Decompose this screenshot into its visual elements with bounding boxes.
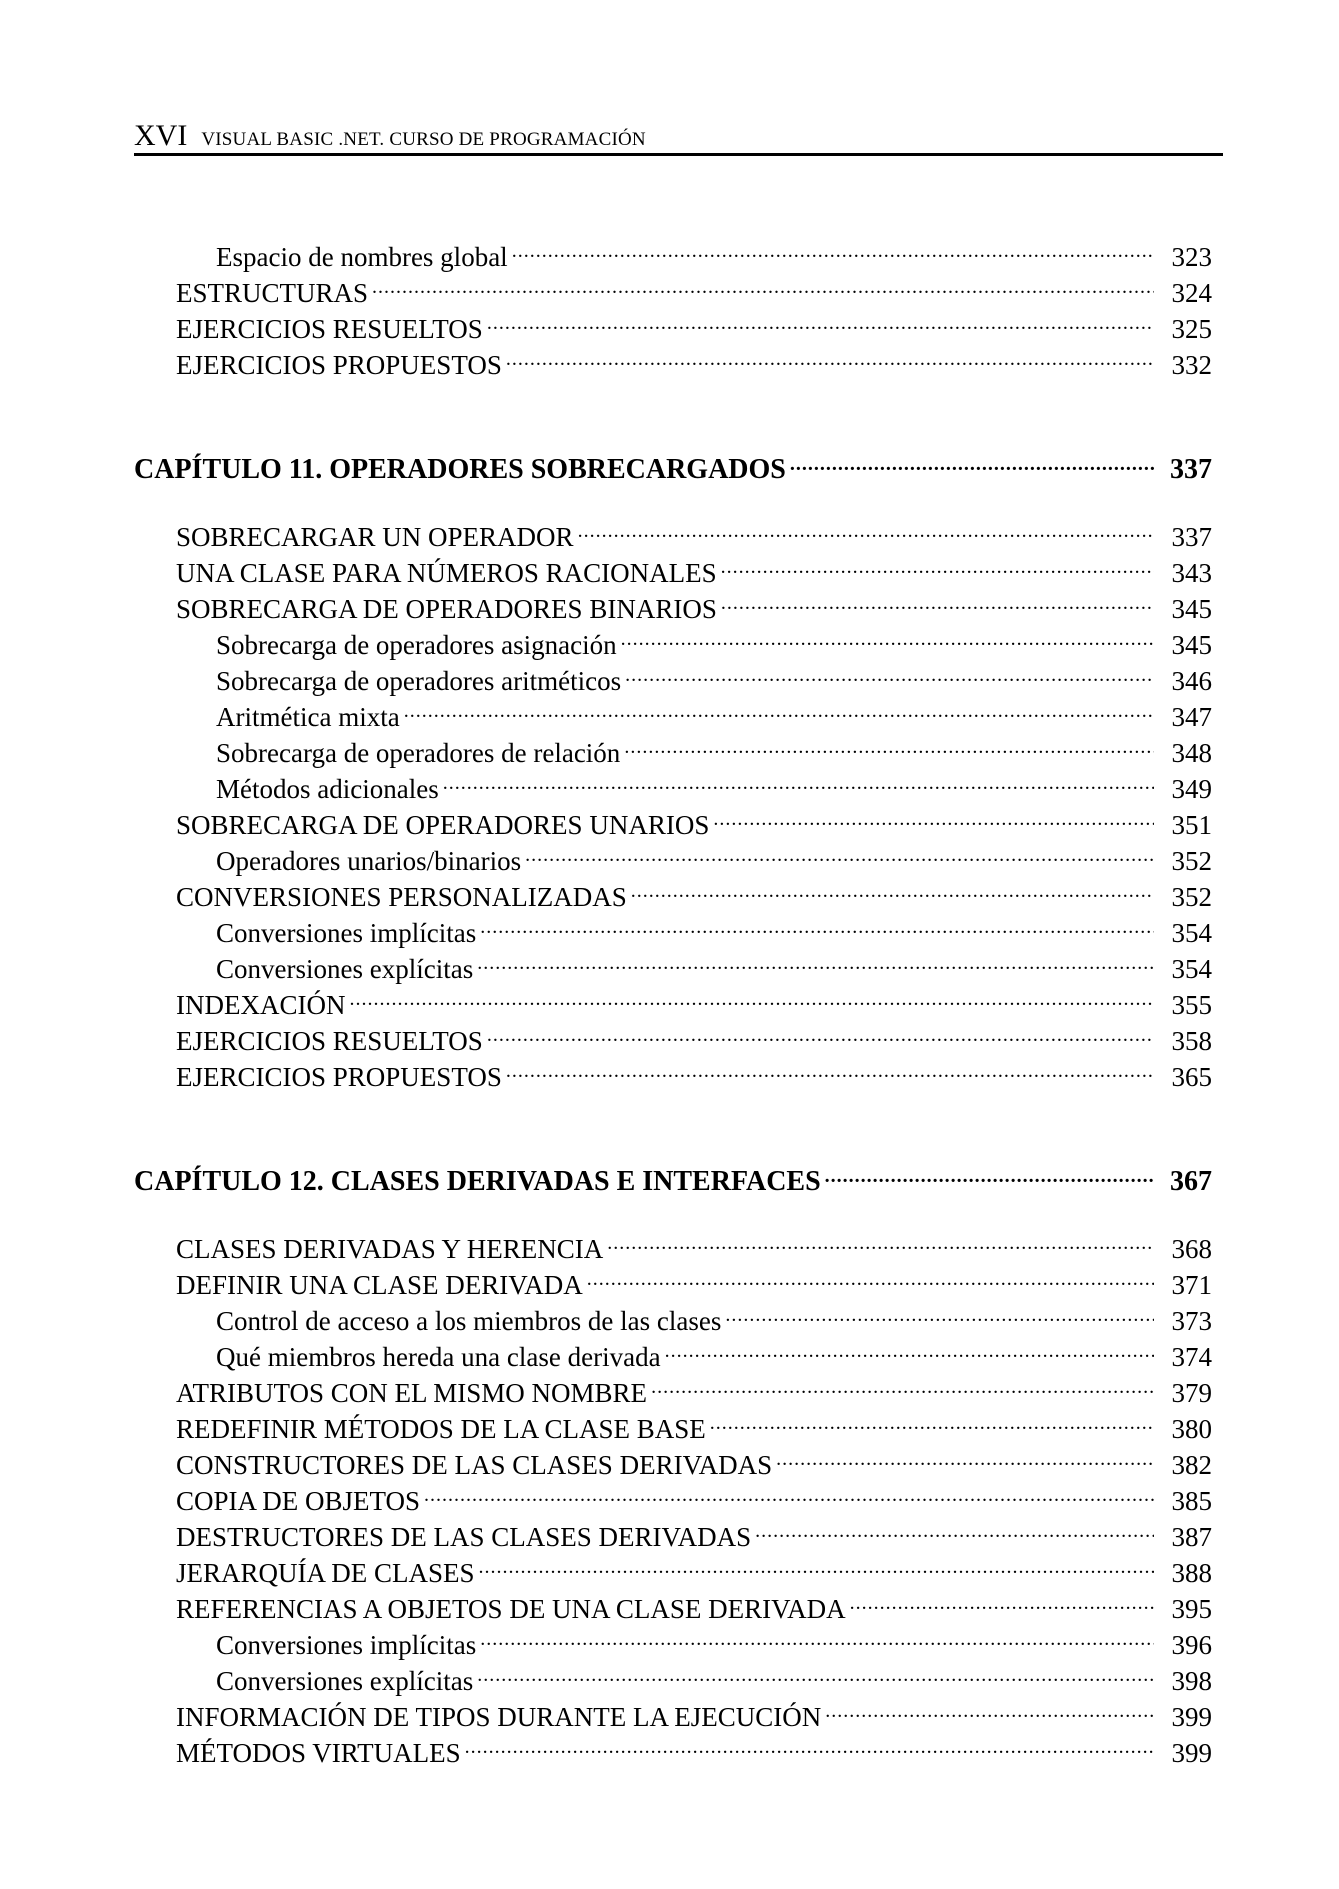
- toc-entry-label: CONVERSIONES PERSONALIZADAS: [176, 882, 627, 912]
- dot-leader: [755, 1510, 1154, 1546]
- chapter-page-number: 337: [1170, 454, 1212, 485]
- toc-entry-page-number: 354: [1171, 954, 1212, 984]
- toc-entry-label: ESTRUCTURAS: [176, 278, 369, 308]
- toc-entry-label: EJERCICIOS PROPUESTOS: [176, 350, 502, 380]
- table-of-contents: [134, 230, 1212, 1768]
- toc-entry-page-number: 346: [1171, 666, 1212, 696]
- toc-entry-label: CONSTRUCTORES DE LAS CLASES DERIVADAS: [176, 1450, 773, 1480]
- dot-leader: [607, 1222, 1154, 1258]
- toc-entry-label: ATRIBUTOS CON EL MISMO NOMBRE: [176, 1378, 648, 1408]
- toc-entry-label: Sobrecarga de operadores aritméticos: [216, 666, 622, 696]
- toc-entry-label: EJERCICIOS PROPUESTOS: [176, 1062, 502, 1092]
- toc-entry-page-number: 347: [1171, 702, 1212, 732]
- dot-leader: [525, 834, 1154, 870]
- toc-entry-label: DESTRUCTORES DE LAS CLASES DERIVADAS: [176, 1522, 752, 1552]
- toc-entry-label: SOBRECARGA DE OPERADORES BINARIOS: [176, 594, 717, 624]
- toc-entry-page-number: 365: [1171, 1062, 1212, 1092]
- dot-leader: [578, 510, 1154, 546]
- dot-leader: [487, 1014, 1154, 1050]
- toc-entry-page-number: 324: [1171, 278, 1212, 308]
- header-page-number: XVI: [134, 119, 188, 152]
- toc-entry-page-number: 399: [1171, 1702, 1212, 1732]
- dot-leader: [443, 762, 1154, 798]
- dot-leader: [479, 1546, 1154, 1582]
- dot-leader: [665, 1330, 1154, 1366]
- toc-entry-page-number: 354: [1171, 918, 1212, 948]
- toc-entry-page-number: 352: [1171, 846, 1212, 876]
- dot-leader: [349, 978, 1154, 1014]
- dot-leader: [372, 266, 1154, 302]
- dot-leader: [825, 1690, 1154, 1726]
- chapter-title: CAPÍTULO 11. OPERADORES SOBRECARGADOS: [134, 454, 786, 485]
- dot-leader: [480, 906, 1154, 942]
- dot-leader: [624, 726, 1154, 762]
- dot-leader: [512, 230, 1154, 266]
- toc-entry-page-number: 323: [1171, 242, 1212, 272]
- toc-entry-page-number: 358: [1171, 1026, 1212, 1056]
- toc-entry-page-number: 398: [1171, 1666, 1212, 1696]
- dot-leader: [424, 1474, 1154, 1510]
- dot-leader: [721, 582, 1154, 618]
- toc-entry-label: Control de acceso a los miembros de las clases: [216, 1306, 722, 1336]
- toc-entry-page-number: 325: [1171, 314, 1212, 344]
- toc-entry-label: SOBRECARGAR UN OPERADOR: [176, 522, 574, 552]
- dot-leader: [480, 1618, 1154, 1654]
- toc-entry-label: Sobrecarga de operadores asignación: [216, 630, 617, 660]
- dot-leader: [487, 302, 1154, 338]
- dot-leader: [625, 654, 1154, 690]
- toc-entry-label: MÉTODOS VIRTUALES: [176, 1738, 461, 1768]
- chapter-heading: [134, 1154, 1212, 1197]
- dot-leader: [725, 1294, 1154, 1330]
- toc-entry-page-number: 349: [1171, 774, 1212, 804]
- toc-entry-label: JERARQUÍA DE CLASES: [176, 1558, 475, 1588]
- header-book-title: VISUAL BASIC .NET. CURSO DE PROGRAMACIÓN: [201, 129, 646, 150]
- toc-entry-page-number: 368: [1171, 1234, 1212, 1264]
- toc-entry-page-number: 345: [1171, 630, 1212, 660]
- dot-leader: [710, 1402, 1154, 1438]
- dot-leader: [477, 942, 1154, 978]
- toc-entry-page-number: 348: [1171, 738, 1212, 768]
- spacer: [134, 1086, 1212, 1154]
- dot-leader: [631, 870, 1154, 906]
- dot-leader: [506, 338, 1154, 374]
- toc-entry-label: EJERCICIOS RESUELTOS: [176, 1026, 483, 1056]
- toc-entry-page-number: 332: [1171, 350, 1212, 380]
- chapter-title: CAPÍTULO 12. CLASES DERIVADAS E INTERFACES: [134, 1166, 821, 1197]
- toc-entry-label: Espacio de nombres global: [216, 242, 508, 272]
- toc-entry-label: EJERCICIOS RESUELTOS: [176, 314, 483, 344]
- toc-entry-label: DEFINIR UNA CLASE DERIVADA: [176, 1270, 583, 1300]
- toc-entry-label: Métodos adicionales: [216, 774, 439, 804]
- toc-entry-label: REDEFINIR MÉTODOS DE LA CLASE BASE: [176, 1414, 706, 1444]
- toc-entry-page-number: 352: [1171, 882, 1212, 912]
- toc-entry-label: Conversiones explícitas: [216, 1666, 474, 1696]
- toc-entry-label: UNA CLASE PARA NÚMEROS RACIONALES: [176, 558, 717, 588]
- toc-entry-page-number: 382: [1171, 1450, 1212, 1480]
- running-header: [134, 116, 1223, 156]
- toc-entry-label: SOBRECARGA DE OPERADORES UNARIOS: [176, 810, 710, 840]
- chapter-heading: [134, 442, 1212, 485]
- chapter-page-number: 367: [1170, 1166, 1212, 1197]
- toc-entry-label: Conversiones explícitas: [216, 954, 474, 984]
- toc-entry-page-number: 374: [1171, 1342, 1212, 1372]
- toc-entry-label: Sobrecarga de operadores de relación: [216, 738, 621, 768]
- toc-entry-page-number: 396: [1171, 1630, 1212, 1660]
- dot-leader: [790, 442, 1154, 478]
- toc-entry-label: Qué miembros hereda una clase derivada: [216, 1342, 661, 1372]
- toc-entry-label: Conversiones implícitas: [216, 918, 477, 948]
- toc-entry-label: INDEXACIÓN: [176, 990, 346, 1020]
- dot-leader: [721, 546, 1154, 582]
- dot-leader: [506, 1050, 1154, 1086]
- toc-entry-label: CLASES DERIVADAS Y HERENCIA: [176, 1234, 604, 1264]
- dot-leader: [713, 798, 1154, 834]
- toc-entry-page-number: 379: [1171, 1378, 1212, 1408]
- dot-leader: [776, 1438, 1154, 1474]
- toc-entry-page-number: 385: [1171, 1486, 1212, 1516]
- dot-leader: [587, 1258, 1154, 1294]
- dot-leader: [850, 1582, 1154, 1618]
- toc-entry: [134, 230, 1212, 272]
- spacer: [134, 374, 1212, 442]
- dot-leader: [465, 1726, 1154, 1762]
- dot-leader: [651, 1366, 1154, 1402]
- toc-entry-label: REFERENCIAS A OBJETOS DE UNA CLASE DERIVADA: [176, 1594, 846, 1624]
- toc-entry: [134, 510, 1212, 552]
- toc-entry-page-number: 355: [1171, 990, 1212, 1020]
- dot-leader: [477, 1654, 1154, 1690]
- toc-entry-page-number: 345: [1171, 594, 1212, 624]
- toc-entry-page-number: 371: [1171, 1270, 1212, 1300]
- toc-entry-page-number: 387: [1171, 1522, 1212, 1552]
- toc-entry-page-number: 395: [1171, 1594, 1212, 1624]
- toc-entry-page-number: 373: [1171, 1306, 1212, 1336]
- toc-entry-page-number: 380: [1171, 1414, 1212, 1444]
- dot-leader: [404, 690, 1154, 726]
- toc-entry-label: Conversiones implícitas: [216, 1630, 477, 1660]
- toc-entry-page-number: 388: [1171, 1558, 1212, 1588]
- toc-entry-label: INFORMACIÓN DE TIPOS DURANTE LA EJECUCIÓN: [176, 1702, 822, 1732]
- toc-entry-page-number: 351: [1171, 810, 1212, 840]
- dot-leader: [825, 1154, 1154, 1190]
- toc-entry-label: Operadores unarios/binarios: [216, 846, 522, 876]
- toc-entry-page-number: 343: [1171, 558, 1212, 588]
- toc-entry-page-number: 399: [1171, 1738, 1212, 1768]
- toc-entry-label: Aritmética mixta: [216, 702, 400, 732]
- toc-entry-page-number: 337: [1171, 522, 1212, 552]
- dot-leader: [621, 618, 1154, 654]
- toc-entry: [134, 1222, 1212, 1264]
- toc-entry-label: COPIA DE OBJETOS: [176, 1486, 421, 1516]
